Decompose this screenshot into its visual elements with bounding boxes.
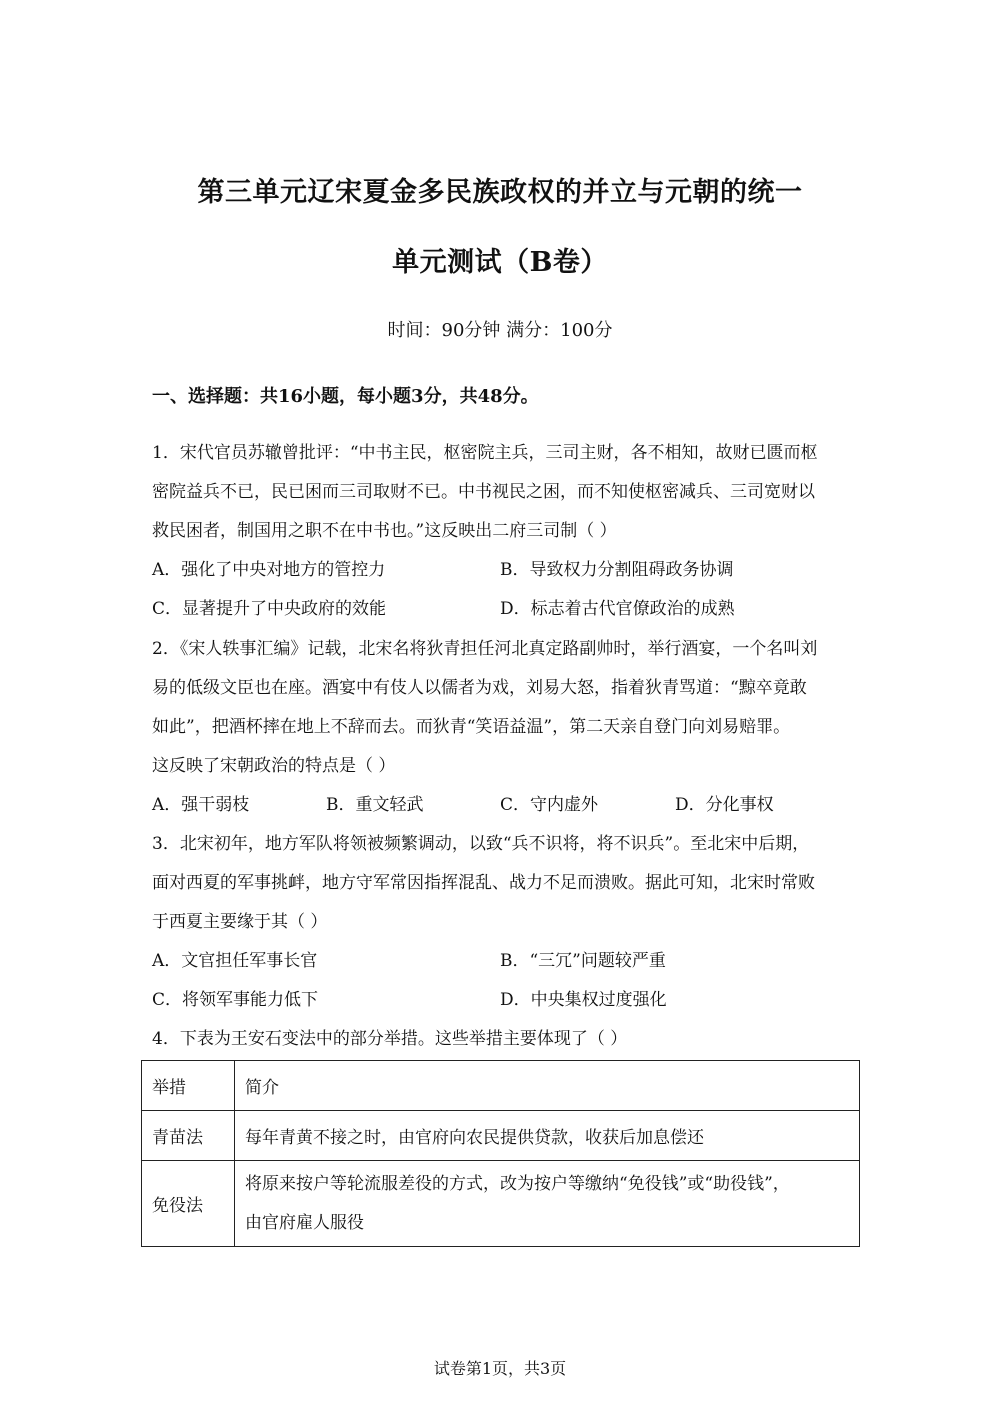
table-cell-line: 将原来按户等轮流服差役的方式，改为按户等缴纳“免役钱”或“助役钱”， xyxy=(245,1173,790,1194)
table-row xyxy=(142,1161,860,1247)
question-1-option-c[interactable]: C．显著提升了中央政府的效能 xyxy=(152,599,387,619)
question-3-option-a[interactable]: A．文官担任军事长官 xyxy=(152,951,318,971)
exam-title: 第三单元辽宋夏金多民族政权的并立与元朝的统一 xyxy=(197,177,803,208)
question-2-line: 这反映了宋朝政治的特点是（ ） xyxy=(152,756,396,776)
question-4-line: 4．下表为王安石变法中的部分举措。这些举措主要体现了（ ） xyxy=(152,1029,628,1049)
question-3-line: 于西夏主要缘于其（ ） xyxy=(152,912,328,932)
question-1-option-d[interactable]: D．标志着古代官僚政治的成熟 xyxy=(500,599,735,619)
question-2-option-a[interactable]: A．强干弱枝 xyxy=(152,795,250,815)
question-1-option-b[interactable]: B．导致权力分割阻碍政务协调 xyxy=(500,560,734,580)
table-row xyxy=(142,1111,860,1161)
question-2-option-b[interactable]: B．重文轻武 xyxy=(326,795,424,815)
table-cell xyxy=(235,1161,860,1247)
table-cell: 每年青黄不接之时，由官府向农民提供贷款，收获后加息偿还 xyxy=(235,1111,860,1161)
question-3-line: 面对西夏的军事挑衅，地方守军常因指挥混乱、战力不足而溃败。据此可知，北宋时常败 xyxy=(152,873,815,893)
table-header-cell: 举措 xyxy=(142,1061,235,1111)
question-2-option-c[interactable]: C．守内虚外 xyxy=(500,795,599,815)
table-cell: 免役法 xyxy=(142,1161,235,1247)
question-1-line: 1．宋代官员苏辙曾批评：“中书主民，枢密院主兵，三司主财，各不相知，故财已匮而枢 xyxy=(152,443,818,463)
question-2-line: 如此”，把酒杯摔在地上不辞而去。而狄青“笑语益温”，第二天亲自登门向刘易赔罪。 xyxy=(152,717,791,737)
question-2-option-d[interactable]: D．分化事权 xyxy=(675,795,774,815)
reform-measures-table xyxy=(141,1060,860,1247)
table-cell-line: 由官府雇人服役 xyxy=(245,1212,364,1233)
section-heading: 一、选择题：共16小题，每小题3分，共48分。 xyxy=(152,386,539,407)
question-3-option-c[interactable]: C．将领军事能力低下 xyxy=(152,990,319,1010)
question-1-line: 救民困者，制国用之职不在中书也。”这反映出二府三司制（ ） xyxy=(152,521,617,541)
question-2-line: 2．《宋人轶事汇编》记载，北宋名将狄青担任河北真定路副帅时，举行酒宴，一个名叫刘 xyxy=(152,639,818,659)
exam-subtitle: 单元测试（B卷） xyxy=(392,247,608,278)
question-3-line: 3．北宋初年，地方军队将领被频繁调动，以致“兵不识将，将不识兵”。至北宋中后期， xyxy=(152,834,810,854)
question-1-line: 密院益兵不已，民已困而三司取财不已。中书视民之困，而不知使枢密减兵、三司宽财以 xyxy=(152,482,815,502)
table-header-cell: 简介 xyxy=(235,1061,860,1111)
question-1-option-a[interactable]: A．强化了中央对地方的管控力 xyxy=(152,560,386,580)
page-footer: 试卷第1页，共3页 xyxy=(433,1359,567,1378)
exam-info: 时间：90分钟 满分：100分 xyxy=(387,320,613,341)
table-header-row xyxy=(142,1061,860,1111)
table-cell: 青苗法 xyxy=(142,1111,235,1161)
question-2-line: 易的低级文臣也在座。酒宴中有伎人以儒者为戏，刘易大怒，指着狄青骂道：“黥卒竟敢 xyxy=(152,678,807,698)
question-3-option-d[interactable]: D．中央集权过度强化 xyxy=(500,990,667,1010)
question-3-option-b[interactable]: B．“三冗”问题较严重 xyxy=(500,951,666,971)
